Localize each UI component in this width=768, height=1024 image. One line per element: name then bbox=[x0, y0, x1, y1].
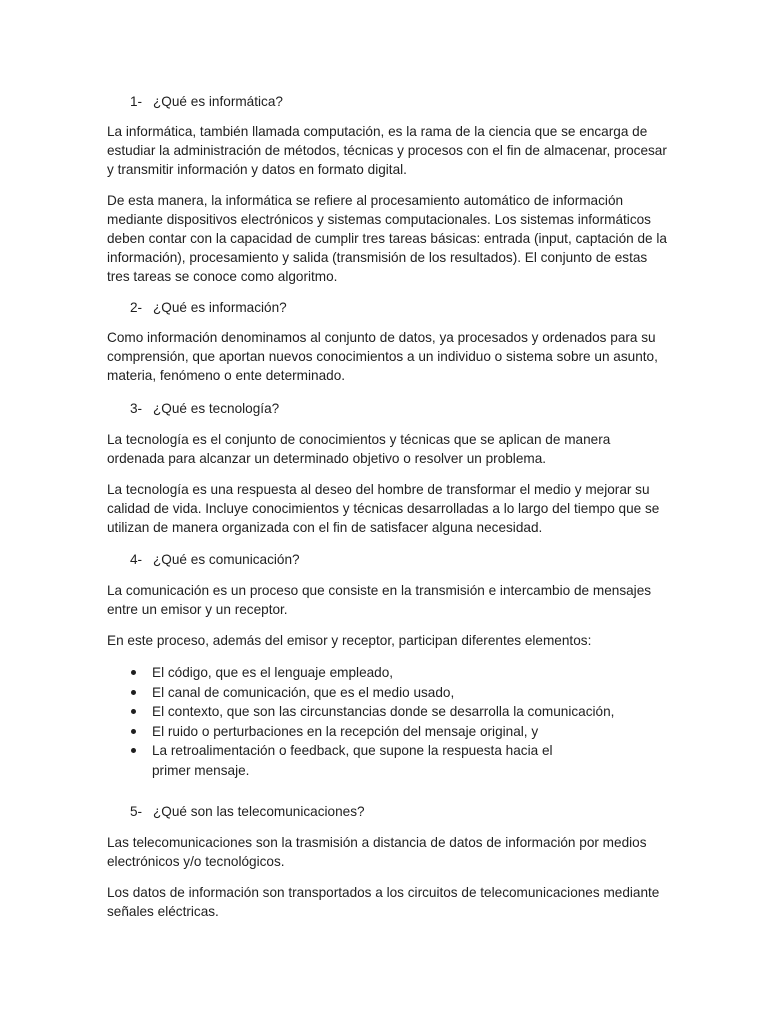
list-item-text: El canal de comunicación, que es el medio usado, bbox=[152, 684, 455, 700]
question-text: ¿Qué es informática? bbox=[153, 94, 283, 109]
paragraph: Como información denominamos al conjunto de datos, ya procesados y ordenados para su comprensión, que aportan nuevos conocimientos a un individuo o sistema sobre un asunto, materia, fenómeno o ente determinado. bbox=[107, 330, 658, 383]
question-heading bbox=[130, 298, 630, 317]
paragraph: La tecnología es una respuesta al deseo del hombre de transformar el medio y mejorar su calidad de vida. Incluye conocimientos y técnicas desarrolladas a lo largo del tiempo que se utilizan de manera organizada con el fin de satisfacer alguna necesidad. bbox=[107, 482, 660, 535]
bullet-icon bbox=[131, 709, 136, 714]
bullet-list bbox=[107, 663, 667, 780]
question-number: 1- bbox=[130, 94, 143, 109]
list-item bbox=[107, 663, 632, 683]
list-item-text: El ruido o perturbaciones en la recepción del mensaje original, y bbox=[152, 723, 539, 739]
bullet-icon bbox=[131, 690, 136, 695]
paragraph: La comunicación es un proceso que consiste en la transmisión e intercambio de mensajes entre un emisor y un receptor. bbox=[107, 583, 652, 617]
list-item-text: La retroalimentación o feedback, que supone la respuesta hacia el primer mensaje. bbox=[152, 743, 553, 778]
paragraph: Las telecomunicaciones son la trasmisión a distancia de datos de información por medios electrónicos y/o tecnológicos. bbox=[107, 835, 647, 869]
question-heading bbox=[130, 399, 630, 418]
list-item bbox=[107, 741, 582, 780]
list-item bbox=[107, 702, 632, 722]
question-text: ¿Qué son las telecomunicaciones? bbox=[153, 804, 365, 819]
bullet-icon bbox=[131, 748, 136, 753]
question-heading bbox=[130, 802, 630, 821]
bullet-icon bbox=[131, 670, 136, 675]
question-text: ¿Qué es tecnología? bbox=[153, 401, 280, 416]
question-text: ¿Qué es información? bbox=[153, 300, 287, 315]
paragraph: De esta manera, la informática se refiere al procesamiento automático de información mediante dispositivos electrónicos y sistemas computacionales. Los sistemas informáticos deben contar con la capacidad de cumplir tres tareas básicas: entrada (input, captación de la información), procesamiento y salida (transmisión de los resultados). El conjunto de estas tres tareas se conoce como algoritmo. bbox=[107, 193, 667, 284]
question-text: ¿Qué es comunicación? bbox=[153, 552, 300, 567]
paragraph: Los datos de información son transportados a los circuitos de telecomunicaciones mediante señales eléctricas. bbox=[107, 885, 660, 919]
question-number: 3- bbox=[130, 401, 143, 416]
bullet-icon bbox=[131, 729, 136, 734]
list-item bbox=[107, 722, 632, 742]
question-heading bbox=[130, 550, 630, 569]
list-item bbox=[107, 683, 632, 703]
question-number: 5- bbox=[130, 804, 143, 819]
question-number: 4- bbox=[130, 552, 143, 567]
list-item-text: El contexto, que son las circunstancias donde se desarrolla la comunicación, bbox=[152, 704, 615, 719]
question-heading bbox=[130, 92, 630, 111]
list-item-text: El código, que es el lenguaje empleado, bbox=[152, 665, 394, 680]
paragraph: La informática, también llamada computación, es la rama de la ciencia que se encarga de estudiar la administración de métodos, técnicas y procesos con el fin de almacenar, procesar y transmitir información y datos en formato digital. bbox=[107, 124, 667, 177]
question-number: 2- bbox=[130, 300, 143, 315]
paragraph: La tecnología es el conjunto de conocimientos y técnicas que se aplican de manera ordenada para alcanzar un determinado objetivo o resolver un problema. bbox=[107, 432, 611, 466]
paragraph: En este proceso, además del emisor y receptor, participan diferentes elementos: bbox=[107, 633, 592, 648]
